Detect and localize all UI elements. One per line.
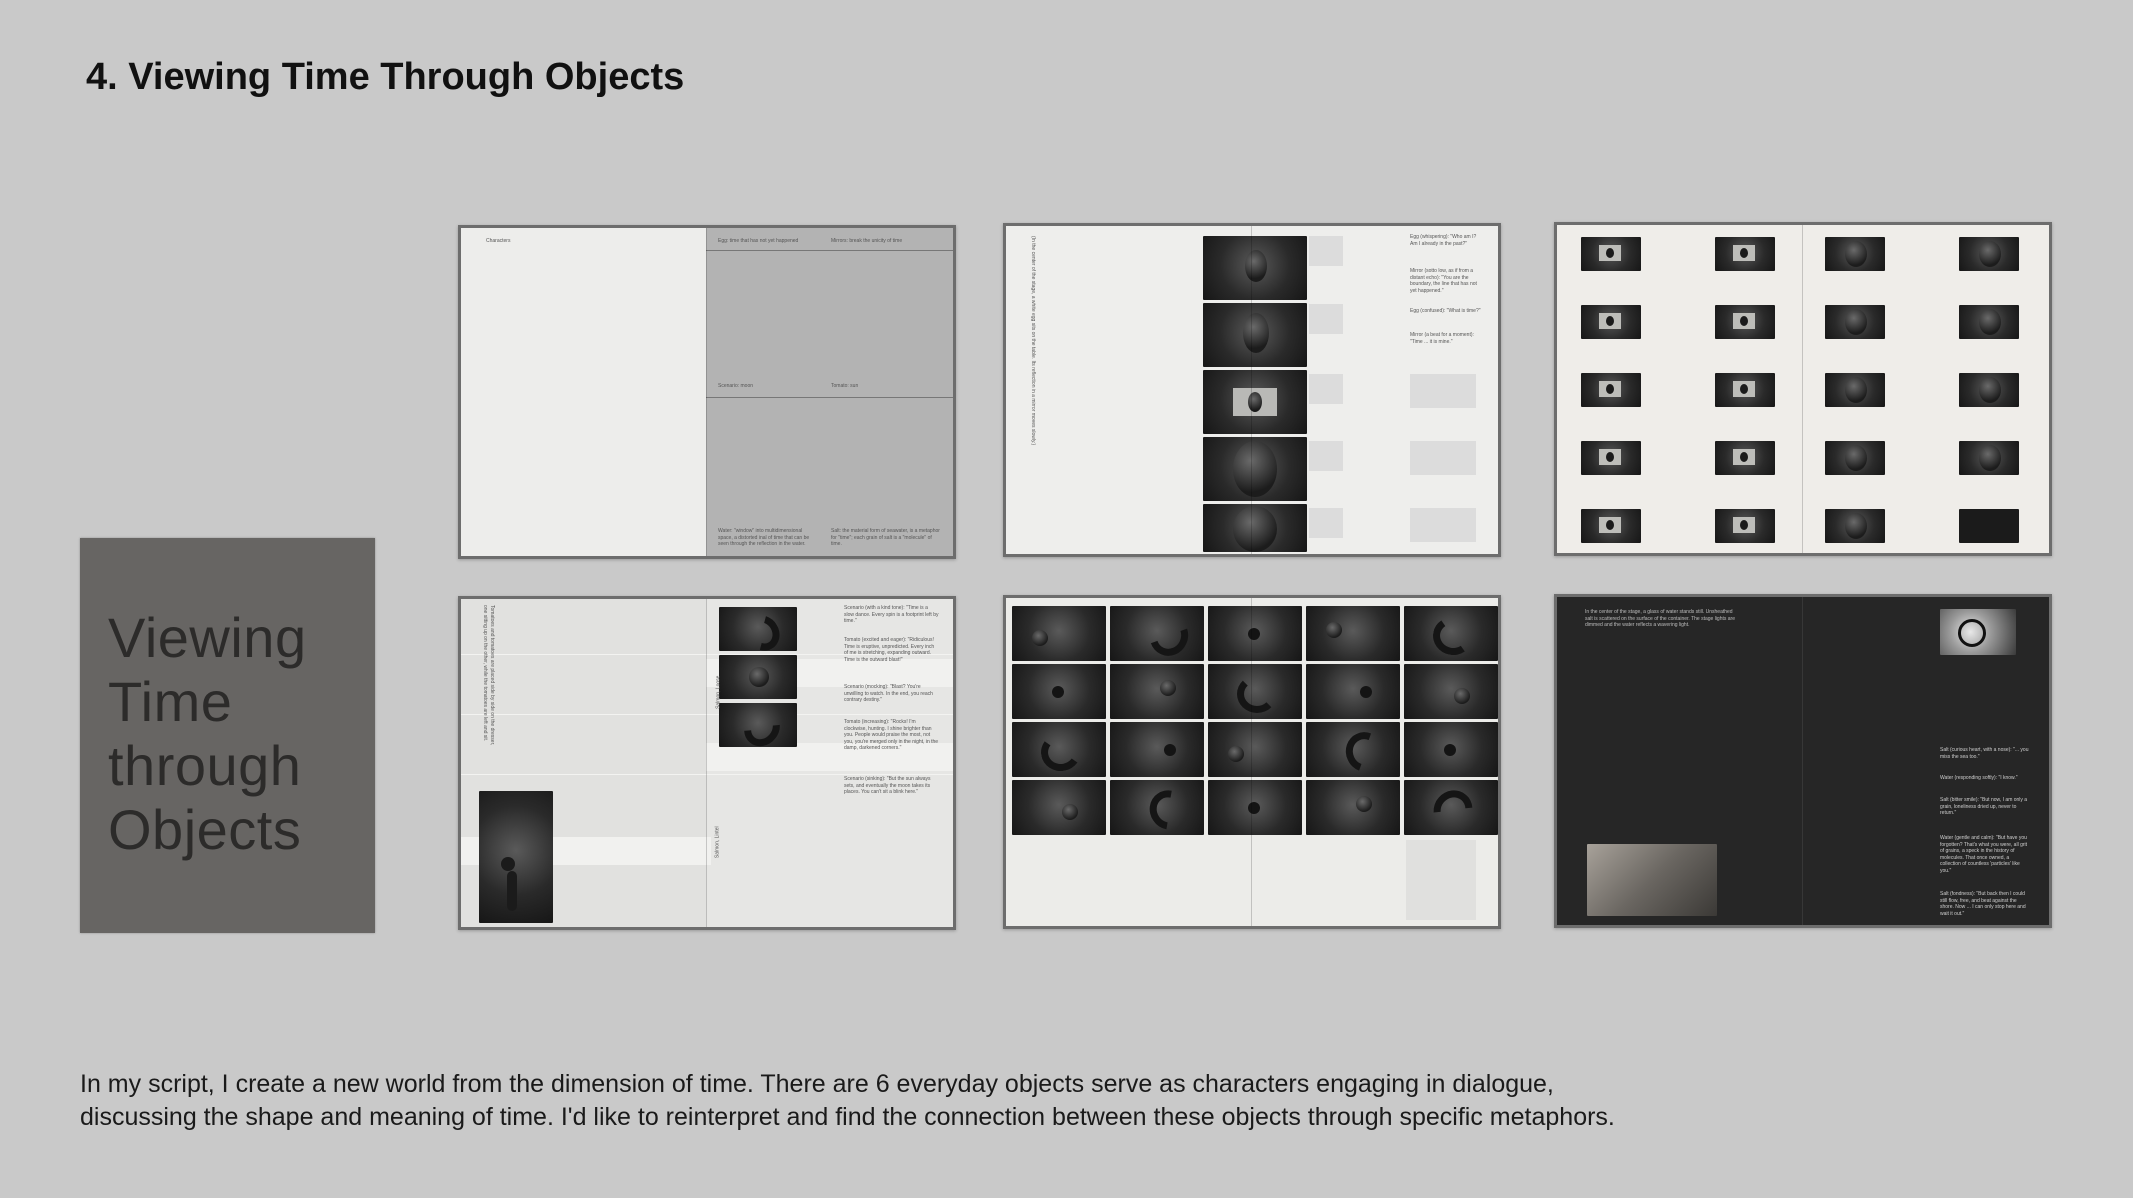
grid-thumbnail [1825,373,1885,407]
grid-thumbnail [1581,305,1641,339]
contact-frame [1306,780,1400,835]
contact-frame [1012,722,1106,777]
dialogue-line: Salt (curious heart, with a nose): "... you miss the sea too." [1940,747,2029,760]
contact-frame [1110,606,1204,661]
dialogue-line: Scenario (with a kind tone): "Time is a slow dance. Every spin is a footprint left by time." [844,605,939,624]
contact-frame [1306,722,1400,777]
contact-sheet [1006,598,1498,926]
grid-thumbnail [1715,373,1775,407]
image-note: Salmon, Lintel [714,826,721,859]
contact-frame [1110,664,1204,719]
contact-frame [1306,664,1400,719]
stage-direction: In the center of the stage, a glass of water stands still. Unsheathed salt is scattered on the surface of the container. The stage lights are dimmed and the water reflects a wavering light. [1585,609,1735,628]
dialogue-line: Tomato (excited and eager): "Ridiculous! Time is eruptive, unpredicted. Every inch of me is stretching, expanding outward. Time is the outward blast!" [844,637,935,663]
grid-thumbnail [1959,509,2019,543]
film-frame [1203,236,1307,300]
dialogue-line: Mirror (a beat for a moment): "Time ... it is mine." [1410,332,1474,345]
contact-frame [1012,664,1106,719]
contact-frame [1404,722,1498,777]
left-page [461,228,706,556]
grid-thumbnail [1825,305,1885,339]
contact-frame [1208,780,1302,835]
salt-texture-photo [1587,844,1717,916]
dialogue-line: Scenario (mocking): "Blast? You're unwilling to watch. In the end, you reach contrary destiny." [844,684,933,703]
cover-title-line: Objects [108,798,302,861]
grid-thumbnail [1715,441,1775,475]
grid-thumbnail [1825,441,1885,475]
contact-frame [1404,780,1498,835]
dialogue-line: Tomato (increasing): "Rocks! I'm clockwise, hunting. I shine brighter than you. People would praise the most, not you, you're merged only in the night, in the damp, darkened corners." [844,719,939,751]
moon-phase-photo [719,655,797,699]
book-spread-tomato-moon [458,596,956,930]
moon-phase-photo [719,703,797,747]
film-frame [1203,437,1307,501]
grid-thumbnail [1581,237,1641,271]
image-grid [1557,225,2049,553]
stage-direction: Tomatoes and tomatoes are placed side by side on the dresser, one sitting up on the other, while the tomatoes are left and sit. [482,605,495,746]
grid-thumbnail [1959,373,2019,407]
book-spread-characters [458,225,956,559]
book-spread-image-grid [1554,222,2052,556]
dialogue-line: Water (responding softly): "I know." [1940,775,2018,781]
description-paragraph [80,1068,1980,1134]
grid-thumbnail [1959,305,2019,339]
character-cell: Tomato: sun [831,383,859,389]
contact-frame [1012,780,1106,835]
film-frame [1203,504,1307,552]
dialogue-line: Scenario (sinking): "But the sun always sets, and eventually the moon takes its places. You can't sit a blink here." [844,776,931,795]
dialogue-line: Salt (fondness): "But back then I could still flow, free, and beat against the shore. Now ... I can only stop here and wait it out." [1940,891,2026,917]
grid-thumbnail [1581,373,1641,407]
character-cell: Mirrors: break the unicity of time [831,238,903,244]
film-frame [1203,370,1307,434]
contact-frame [1110,722,1204,777]
stage-direction: (In the center of the stage, a white egg sits on the table. Its reflection in a mirror moves slowly.) [1030,236,1036,446]
grid-thumbnail [1715,237,1775,271]
character-cell: Egg: time that has not yet happened [718,238,799,244]
book-spread-salt-water [1554,594,2052,928]
salt-glass-photo [1940,609,2016,655]
description-line: In my script, I create a new world from the dimension of time. There are 6 everyday objects serve as characters engaging in dialogue, [80,1070,1554,1098]
right-page [706,228,953,556]
character-cell: Scenario: moon [718,383,754,389]
film-frame [1203,303,1307,367]
grid-thumbnail [1959,237,2019,271]
grid-thumbnail [1825,509,1885,543]
contact-frame [1306,606,1400,661]
book-cover [80,538,375,933]
image-note: Salmon, Loose [715,675,722,709]
cover-title-line: Viewing [108,606,307,669]
spread-heading: Characters [486,238,511,244]
book-spread-contact-sheet [1003,595,1501,929]
cover-title-line: Time [108,670,233,733]
contact-frame [1208,606,1302,661]
character-cell: Water: "window" into multidimensional space, a distorted inal of time that can be seen through the reflection in the water. [718,528,810,547]
dialogue-line: Salt (bitter smile): "But now, I am only a grain, loneliness dried up, never to return." [1940,797,2028,816]
page-title: 4. Viewing Time Through Objects [86,56,685,98]
contact-frame [1110,780,1204,835]
dialogue-line: Water (gentle and calm): "But have you forgotten? That's what you were, all grit of grains, a speck in the history of molecules. That once owned, a collection of countless 'particles' like you." [1940,835,2028,874]
grid-thumbnail [1959,441,2019,475]
contact-frame [1208,722,1302,777]
grid-thumbnail [1825,237,1885,271]
contact-frame [1404,664,1498,719]
moon-photo [479,791,553,923]
book-spread-egg-mirror [1003,223,1501,557]
contact-frame [1404,606,1498,661]
dialogue-line: Egg (whispering): "Who am I? Am I already in the past?" [1410,234,1477,247]
description-line: discussing the shape and meaning of time. I'd like to reinterpret and find the connection between these objects through specific metaphors. [80,1103,1615,1131]
cover-title-line: through [108,734,302,797]
grid-thumbnail [1715,509,1775,543]
grid-thumbnail [1581,441,1641,475]
dialogue-line: Mirror (sotto low, as if from a distant echo): "You are the boundary, the line that has not yet happened." [1410,268,1477,294]
character-cell: Salt: the material form of seawater, is a metaphor for "time"; each grain of salt is a "molecule" of time. [831,528,940,547]
grid-thumbnail [1715,305,1775,339]
moon-phase-photo [719,607,797,651]
grid-thumbnail [1581,509,1641,543]
contact-frame [1208,664,1302,719]
dialogue-line: Egg (confused): "What is time?" [1410,308,1481,314]
contact-frame [1012,606,1106,661]
